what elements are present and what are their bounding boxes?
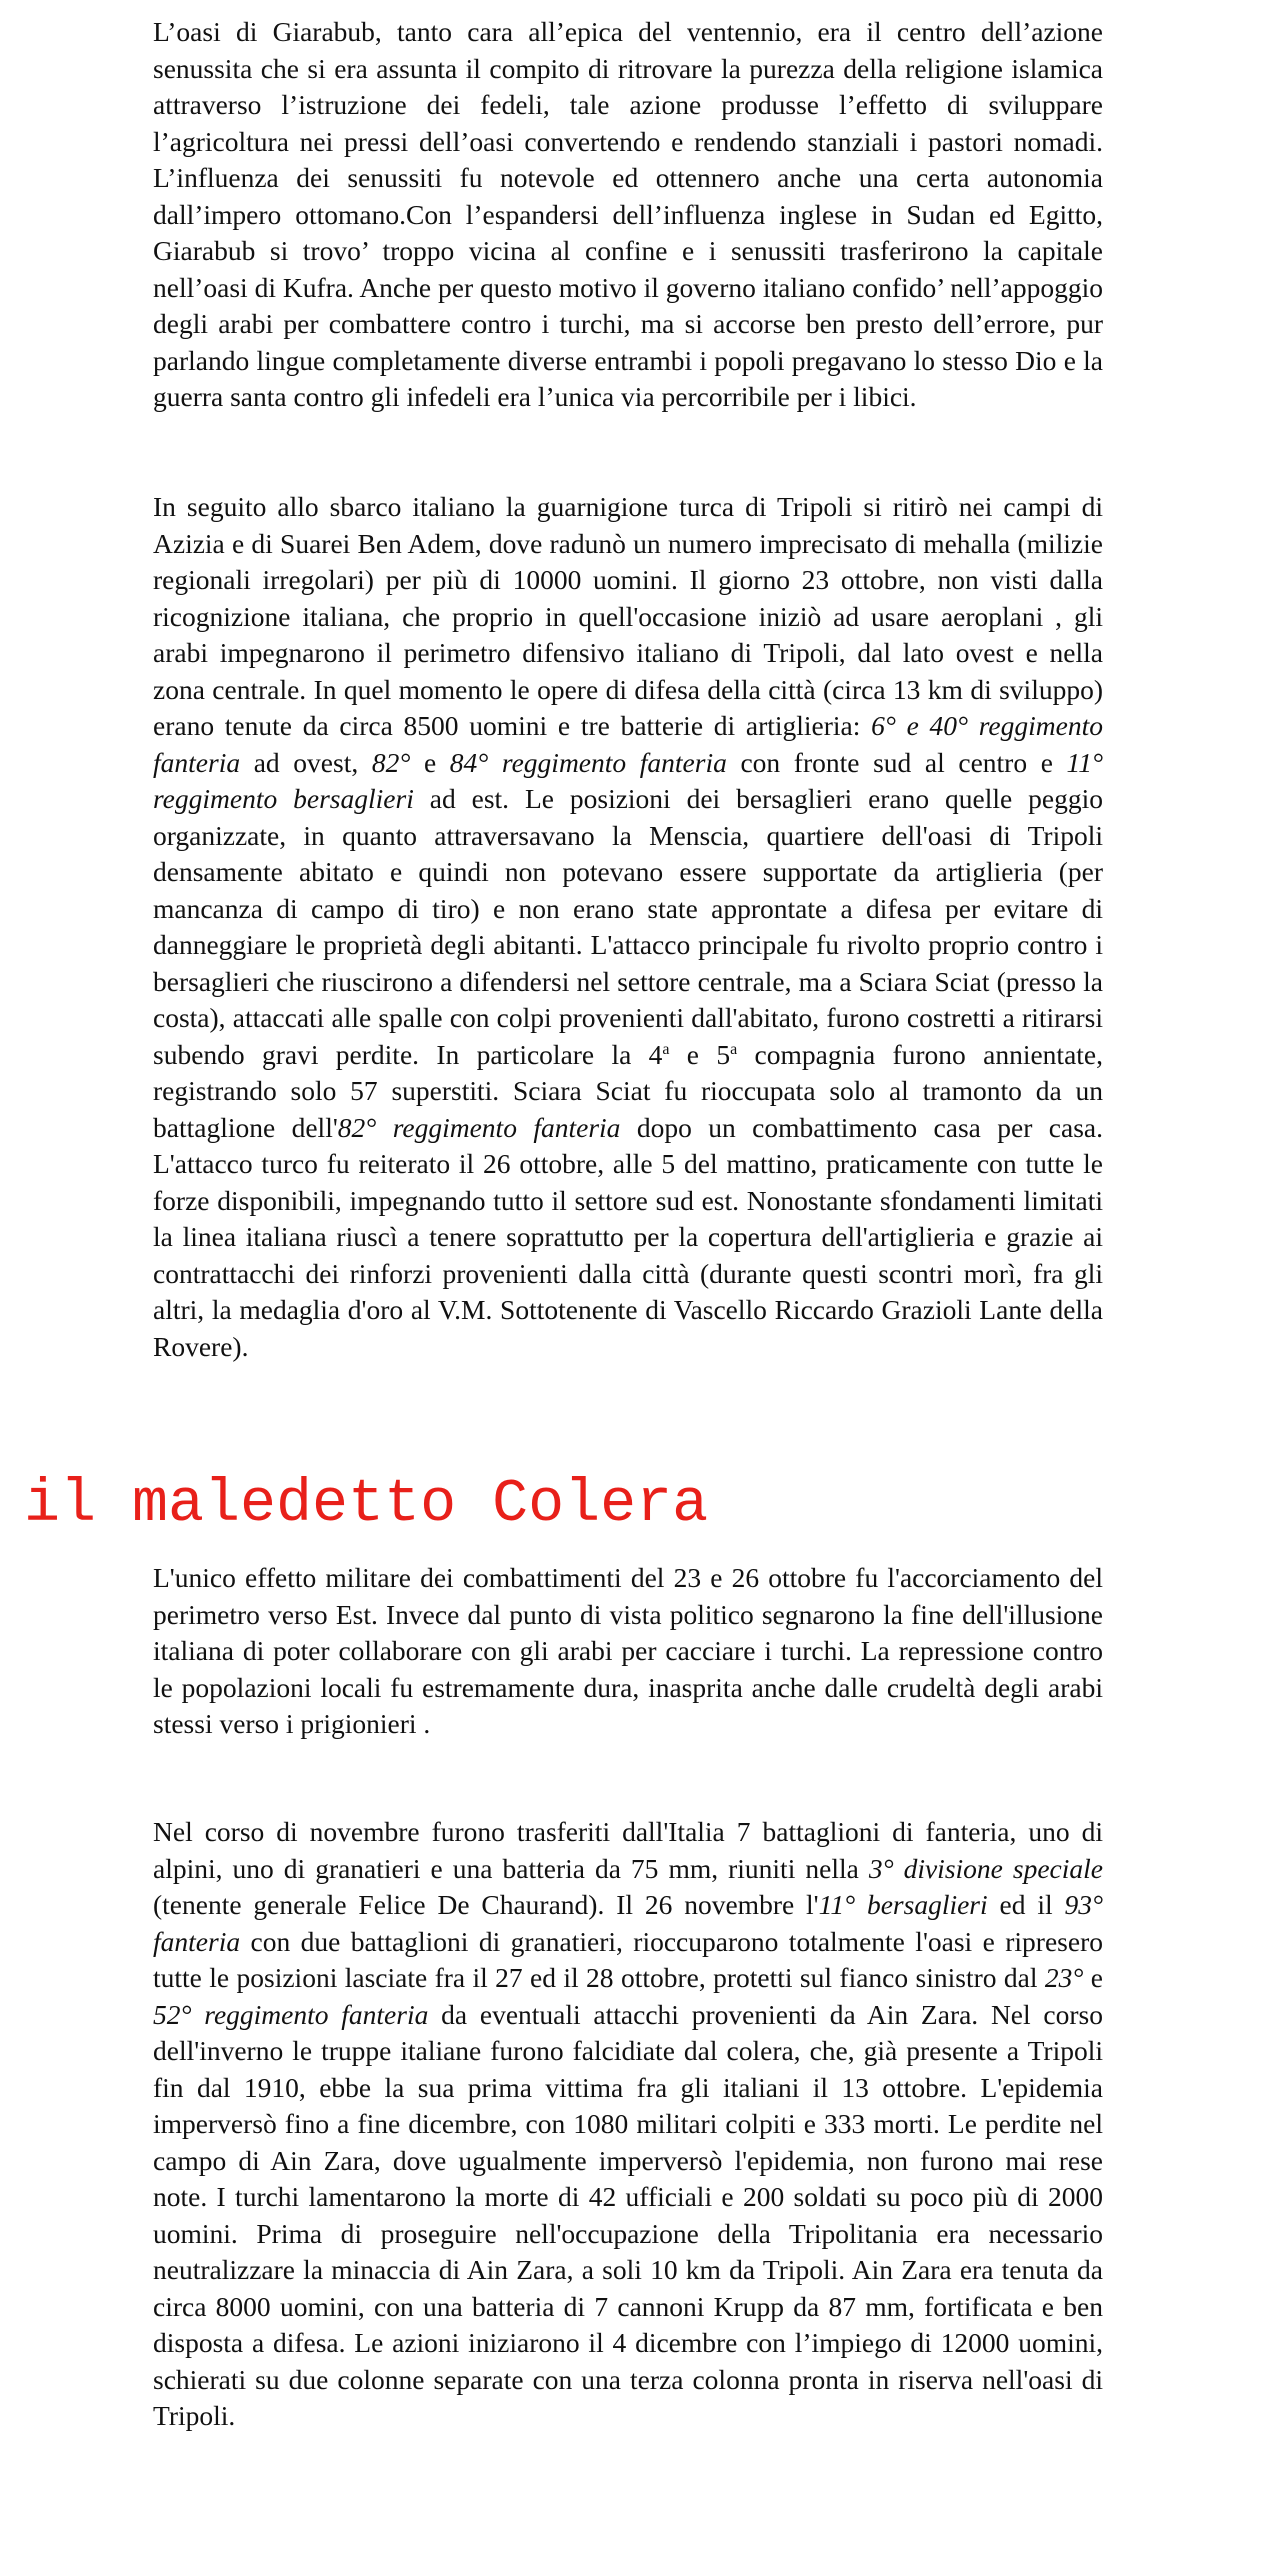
text-run: e 5 bbox=[669, 1038, 731, 1070]
text-run: In seguito allo sbarco italiano la guarnigione turca di Tripoli si ritirò nei campi di Azizia e di Suarei Ben Adem, dove radunò un numero imprecisato di mehalla (milizie regionali irregolari) per più di 10000 uomini. Il giorno 23 ottobre, non visti dalla ricognizione italiana, che proprio in quell'occasione iniziò ad usare aeroplani , gli arabi impegnarono il perimetro difensivo italiano di Tripoli, dal lato ovest e nella zona centrale. In quel momento le opere di difesa della città (circa 13 km di sviluppo) erano tenute da circa 8500 uomini e tre batterie di artiglieria: bbox=[153, 491, 1103, 741]
text-run: compagnia furono annientate, registrando solo 57 superstiti. Sciara Sciat fu rioccupata solo al tramonto da un battaglione dell' bbox=[153, 1038, 1103, 1143]
italic-unit-name: 11° bersaglieri bbox=[818, 1889, 988, 1920]
text-run: (tenente generale Felice De Chaurand). Il 26 novembre l' bbox=[153, 1889, 819, 1920]
italic-unit-name: 52° reggimento fanteria bbox=[153, 1998, 429, 2030]
paragraph-novembre bbox=[153, 1814, 1103, 2435]
italic-unit-name: 84° reggimento fanteria bbox=[449, 746, 727, 778]
text-run: ad est. Le posizioni dei bersaglieri erano quelle peggio organizzate, in quanto attraversavano la Menscia, quartiere dell'oasi di Tripoli densamente abitato e quindi non potevano essere supportate da artiglieria (per mancanza di campo di tiro) e non erano state approntate a difesa per evitare di danneggiare le proprietà degli abitanti. L'attacco principale fu rivolto proprio contro i bersaglieri che riuscirono a difendersi nel settore centrale, ma a Sciara Sciat (presso la costa), attaccati alle spalle con colpi provenienti dall'abitato, furono costretti a ritirarsi subendo gravi perdite. In particolare la 4 bbox=[153, 783, 1103, 1070]
paragraph-ottobre-battles bbox=[153, 489, 1103, 1365]
paragraph-aftermath: L'unico effetto militare dei combattimenti del 23 e 26 ottobre fu l'accorciamento del perimetro verso Est. Invece dal punto di vista politico segnarono la fine dell'illusione italiana di poter collaborare con gli arabi per cacciare i turchi. La repressione contro le popolazioni locali fu estremamente dura, inasprita anche dalle crudeltà degli arabi stessi verso i prigionieri . bbox=[153, 1562, 1103, 1739]
text-run: e bbox=[1083, 1962, 1103, 1993]
text-run: e bbox=[410, 746, 450, 778]
paragraph-giarabub: L’oasi di Giarabub, tanto cara all’epica del ventennio, era il centro dell’azione senussita che si era assunta il compito di ritrovare la purezza della religione islamica attraverso l’istruzione dei fedeli, tale azione produsse l’effetto di sviluppare l’agricoltura nei pressi dell’oasi convertendo e rendendo stanziali i pastori nomadi. L’influenza dei senussiti fu notevole ed ottennero anche una certa autonomia dall’impero ottomano.Con l’espandersi dell’influenza inglese in Sudan ed Egitto, Giarabub si trovo’ troppo vicina al confine e i senussiti trasferirono la capitale nell’oasi di Kufra. Anche per questo motivo il governo italiano confido’ nell’appoggio degli arabi per combattere contro i turchi, ma si accorse ben presto dell’errore, pur parlando lingue completamente diverse entrambi i popoli pregavano lo stesso Dio e la guerra santa contro gli infedeli era l’unica via percorribile per i libici. bbox=[153, 16, 1103, 412]
text-block-giarabub bbox=[153, 14, 1103, 416]
italic-unit-name: 93° fanteria bbox=[153, 1889, 1103, 1957]
text-run: da eventuali attacchi provenienti da Ain Zara. Nel corso dell'inverno le truppe italiane furono falcidiate dal colera, che, già presente a Tripoli fin dal 1910, ebbe la sua prima vittima fra gli italiani il 13 ottobre. L'epidemia imperversò fino a fine dicembre, con 1080 militari colpiti e 333 morti. Le perdite nel campo di Ain Zara, dove ugualmente imperversò l'epidemia, non furono mai rese note. I turchi lamentarono la morte di 42 ufficiali e 200 soldati su poco più di 2000 uomini. Prima di proseguire nell'occupazione della Tripolitania era necessario neutralizzare la minaccia di Ain Zara, a soli 10 km da Tripoli. Ain Zara era tenuta da circa 8000 uomini, con una batteria di 7 cannoni Krupp da 87 mm, fortificata e ben disposta a difesa. Le azioni iniziarono il 4 dicembre con l’impiego di 12000 uomini, schierati su due colonne separate con una terza colonna pronta in riserva nell'oasi di Tripoli. bbox=[153, 1998, 1103, 2431]
italic-unit-name: 82° reggimento fanteria bbox=[337, 1111, 621, 1143]
italic-unit-name: 82° bbox=[371, 746, 411, 778]
text-block-novembre bbox=[153, 1814, 1103, 2435]
text-run: ad ovest, bbox=[240, 746, 372, 778]
italic-unit-name: 3° divisione speciale bbox=[868, 1852, 1103, 1884]
text-run: con due battaglioni di granatieri, rioccuparono totalmente l'oasi e ripresero tutte le posizioni lasciate fra il 27 ed il 28 ottobre, protetti sul fianco sinistro dal bbox=[153, 1925, 1103, 1993]
section-heading: il maledetto Colera bbox=[24, 1471, 709, 1539]
text-run: ed il bbox=[987, 1889, 1065, 1920]
italic-unit-name: 6° e 40° reggimento fanteria bbox=[153, 710, 1103, 778]
text-run: dopo un combattimento casa per casa. L'attacco turco fu reiterato il 26 ottobre, alle 5 del mattino, praticamente con tutte le forze disponibili, impegnando tutto il settore sud est. Nonostante sfondamenti limitati la linea italiana riuscì a tenere soprattutto per la copertura dell'artiglieria e grazie ai contrattacchi dei rinforzi provenienti dalla città (durante questi scontri morì, fra gli altri, la medaglia d'oro al V.M. Sottotenente di Vascello Riccardo Grazioli Lante della Rovere). bbox=[153, 1111, 1104, 1362]
text-run: Nel corso di novembre furono trasferiti dall'Italia 7 battaglioni di fanteria, uno di alpini, uno di granatieri e una batteria da 75 mm, riuniti nella bbox=[153, 1816, 1103, 1884]
superscript: a bbox=[662, 1040, 670, 1058]
superscript: a bbox=[730, 1040, 738, 1058]
italic-unit-name: 11° reggimento bersaglieri bbox=[153, 746, 1103, 814]
text-block-aftermath bbox=[153, 1560, 1103, 1743]
text-block-ottobre-battles bbox=[153, 489, 1103, 1365]
italic-unit-name: 23° bbox=[1044, 1962, 1084, 1993]
text-run: con fronte sud al centro e bbox=[726, 746, 1067, 778]
